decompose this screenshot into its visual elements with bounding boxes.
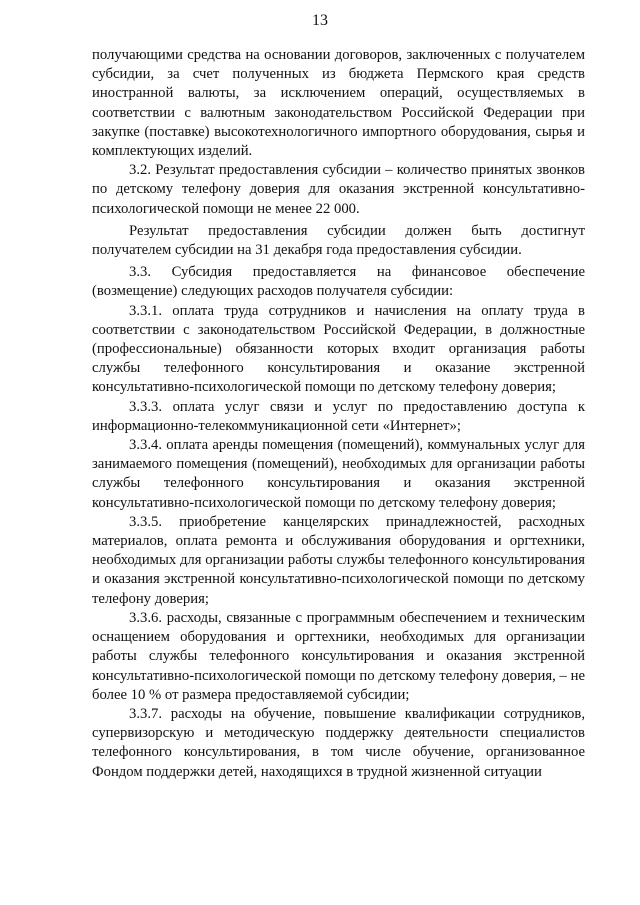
paragraph-3-3-4: 3.3.4. оплата аренды помещения (помещений), коммунальных услуг для занимаемого помещения (помещений), необходимых для организации работы службы телефонного консультирования и оказания экстренной консультативно-психологической помощи по детскому телефону доверия; [92, 437, 585, 511]
paragraph-3-3: 3.3. Субсидия предоставляется на финансовое обеспечение (возмещение) следующих расходов получателя субсидии: [92, 264, 585, 300]
paragraph-3-3-3: 3.3.3. оплата услуг связи и услуг по предоставлению доступа к информационно-телекоммуникационной сети «Интернет»; [92, 398, 585, 434]
paragraph-3-2: 3.2. Результат предоставления субсидии – количество принятых звонков по детскому телефону доверия для оказания экстренной консультативно-психологической помощи не менее 22 000. [92, 162, 585, 217]
document-body [92, 46, 585, 782]
paragraph-3-3-6: 3.3.6. расходы, связанные с программным обеспечением и техническим оснащением оборудования и оргтехники, необходимых для организации работы службы телефонного консультирования и оказания экстренной консультативно-психологической помощи по детскому телефону доверия, – не более 10 % от размера предоставляемой субсидии; [92, 609, 585, 703]
paragraph-3-3-7: 3.3.7. расходы на обучение, повышение квалификации сотрудников, супервизорскую и методическую поддержку деятельности специалистов телефонного консультирования, в том числе обучение, организованное Фондом поддержки детей, находящихся в трудной жизненной ситуации [92, 705, 585, 780]
page-number: 13 [312, 12, 328, 29]
paragraph-continuation: получающими средства на основании договоров, заключенных с получателем субсидии, за счет полученных из бюджета Пермского края средств иностранной валюты, за исключением операций, осуществляемых в соответствии с валютным законодательством Российской Федерации при закупке (поставке) высокотехнологичного импортного оборудования, сырья и комплектующих изделий. [92, 47, 585, 160]
paragraph-result: Результат предоставления субсидии должен быть достигнут получателем субсидии на 31 декабря года предоставления субсидии. [92, 222, 585, 259]
paragraph-3-3-1: 3.3.1. оплата труда сотрудников и начисления на оплату труда в соответствии с законодательством Российской Федерации, в должностные (профессиональные) обязанности которых входит организация работы службы телефонного консультирования и оказание экстренной консультативно-психологической помощи по детскому телефону доверия; [92, 302, 585, 396]
paragraph-3-3-5: 3.3.5. приобретение канцелярских принадлежностей, расходных материалов, оплата ремонта и обслуживания оборудования и оргтехники, необходимых для организации работы службы телефонного консультирования и оказания экстренной консультативно-психологической помощи по детскому телефону доверия; [92, 513, 585, 607]
